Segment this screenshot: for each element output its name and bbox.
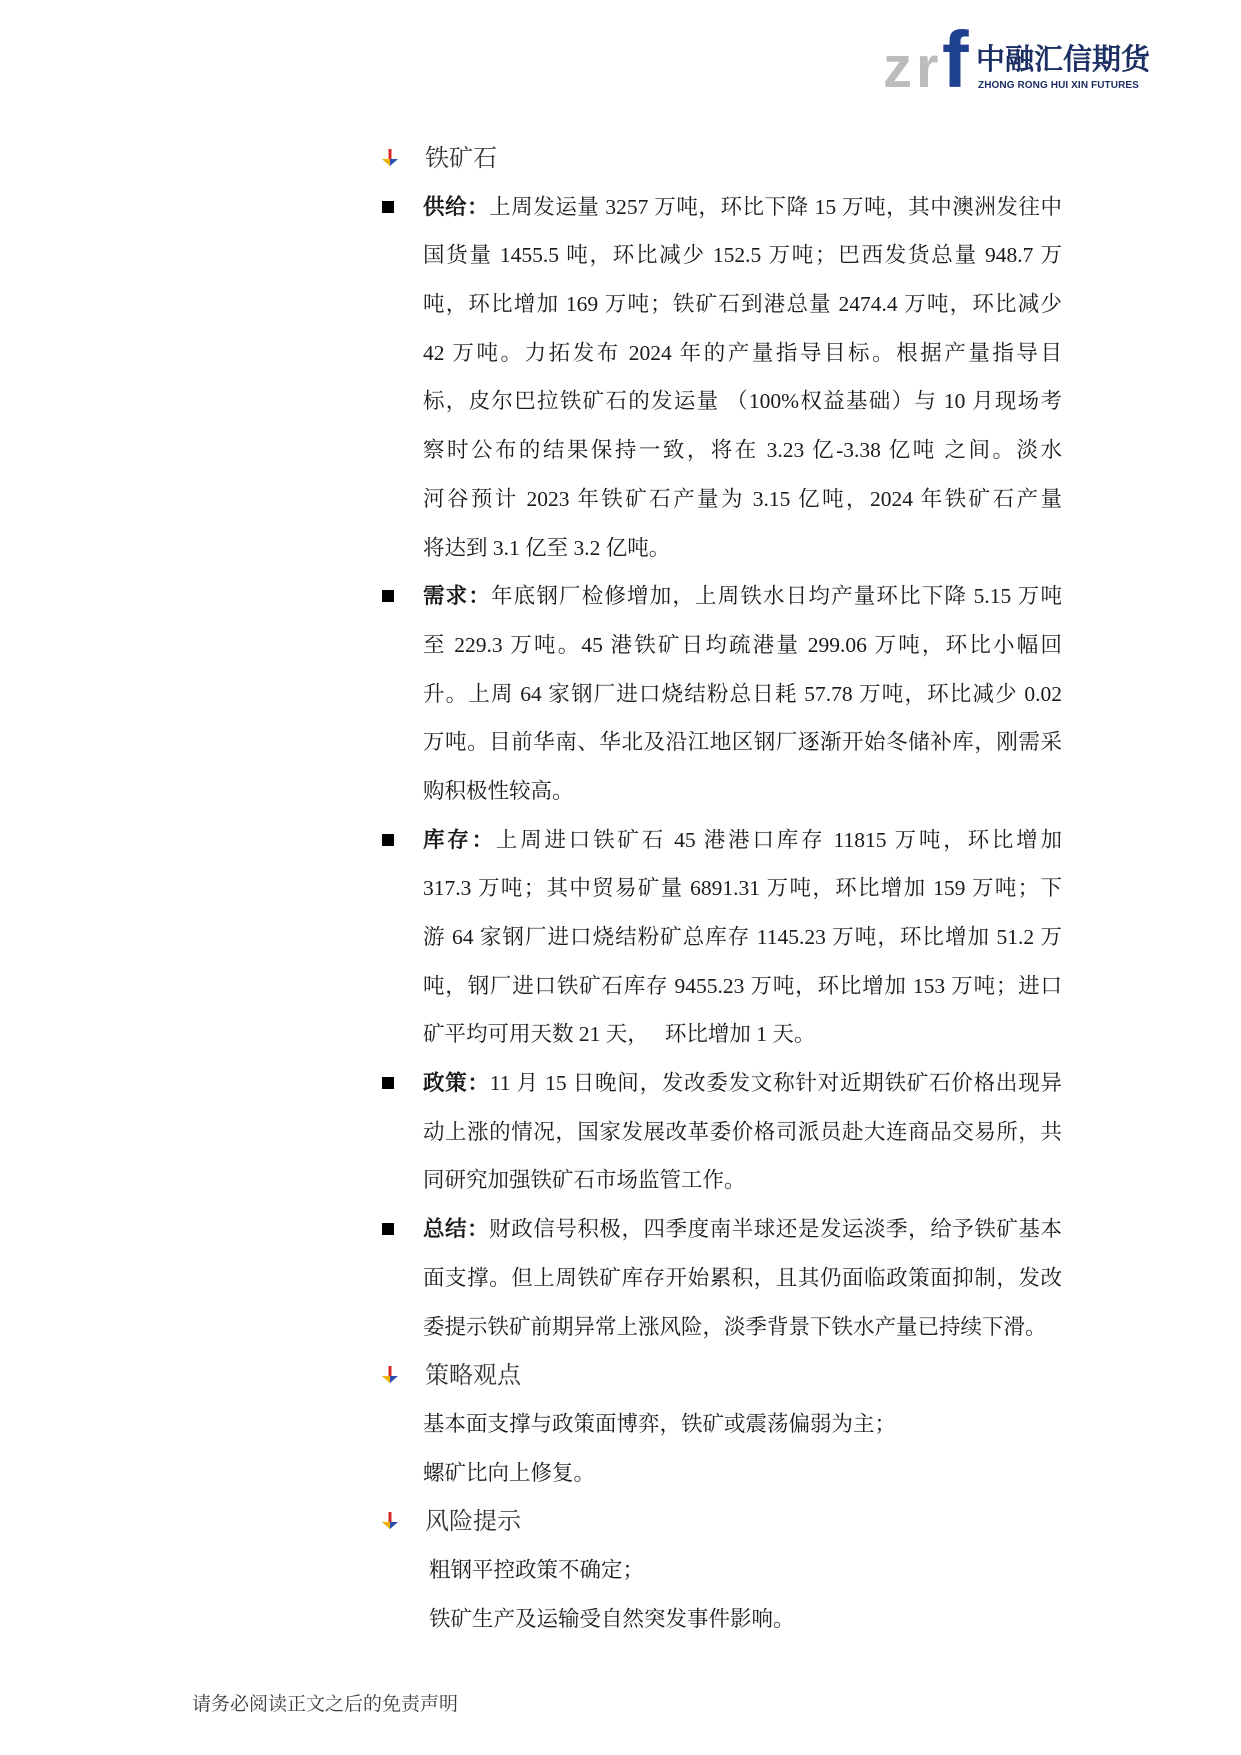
paragraph-line: 动上涨的情况，国家发展改革委价格司派员赴大连商品交易所，共 [423,1119,1062,1144]
paragraph-line: 升。上周 64 家钢厂进口烧结粉总日耗 57.78 万吨，环比减少 0.02 [423,681,1062,706]
paragraph-line: 购积极性较高。 [423,778,574,803]
paragraph-line: 至 229.3 万吨。45 港铁矿日均疏港量 299.06 万吨，环比小幅回 [423,632,1062,657]
paragraph-line: 吨，钢厂进口铁矿石库存 9455.23 万吨，环比增加 153 万吨；进口 [423,973,1062,998]
paragraph-line: 国货量 1455.5 吨，环比减少 152.5 万吨；巴西发货总量 948.7 万 [423,243,1062,268]
paragraph-line: 万吨。目前华南、华北及沿江地区钢厂逐渐开始冬储补库，刚需采 [423,730,1062,755]
paragraph-text: 年底钢厂检修增加，上周铁水日均产量环比下降 5.15 万吨 [491,584,1062,609]
item-label: 政策： [423,1071,490,1096]
paragraph-text: 上周发运量 3257 万吨，环比下降 15 万吨，其中澳洲发往中 [489,194,1062,219]
item-label: 需求： [423,584,492,609]
paragraph-line [423,1205,1062,1254]
paragraph-line [423,183,1062,232]
item-label: 库存： [423,827,496,852]
paragraph-line [423,816,1062,865]
paragraph-line: 委提示铁矿前期异常上涨风险，淡季背景下铁水产量已持续下滑。 [423,1314,1047,1339]
section-risk [0,1497,1241,1643]
section-heading: 风险提示 [425,1507,521,1536]
section-heading-row [423,134,1062,183]
item-label: 总结： [423,1217,490,1242]
paragraph-line [423,1059,1062,1108]
section-iron-ore [0,134,1241,1351]
paragraph-line: 标，皮尔巴拉铁矿石的发运量 （100%权益基础）与 10 月现场考 [423,389,1062,414]
item-supply [0,183,1241,573]
arrow-bullet-icon [380,1365,400,1385]
paragraph-line: 察时公布的结果保持一致，将在 3.23 亿-3.38 亿吨 之间。淡水 [423,438,1062,463]
footer-disclaimer: 请务必阅读正文之后的免责声明 [192,1694,459,1715]
risk-line: 铁矿生产及运输受自然突发事件影响。 [429,1606,795,1631]
arrow-bullet-icon [380,1511,400,1531]
paragraph-line: 将达到 3.1 亿至 3.2 亿吨。 [423,535,671,560]
paragraph-line [423,572,1062,621]
paragraph-line: 河谷预计 2023 年铁矿石产量为 3.15 亿吨，2024 年铁矿石产量 [423,486,1062,511]
item-policy [0,1059,1241,1205]
section-heading-row [423,1497,1062,1546]
strategy-line: 螺矿比向上修复。 [423,1460,596,1485]
paragraph-line: 同研究加强铁矿石市场监管工作。 [423,1168,746,1193]
item-demand [0,572,1241,815]
square-bullet-icon [382,1077,394,1089]
square-bullet-icon [382,590,394,602]
square-bullet-icon [382,834,394,846]
strategy-line: 基本面支撑与政策面博弈，铁矿或震荡偏弱为主； [423,1411,897,1436]
item-label: 供给： [423,194,490,219]
square-bullet-icon [382,201,394,213]
paragraph-line: 面支撑。但上周铁矿库存开始累积，且其仍面临政策面抑制，发改 [423,1265,1062,1290]
section-heading-row [423,1351,1062,1400]
paragraph-line: 317.3 万吨；其中贸易矿量 6891.31 万吨，环比增加 159 万吨；下 [423,876,1062,901]
logo-mark-zr: zr [883,35,943,100]
report-body [0,134,1241,1643]
square-bullet-icon [382,1223,394,1235]
section-heading: 策略观点 [425,1361,521,1390]
arrow-bullet-icon [380,148,400,168]
paragraph-line: 游 64 家钢厂进口烧结粉矿总库存 1145.23 万吨，环比增加 51.2 万 [423,925,1062,949]
paragraph-line: 矿平均可用天数 21 天， 环比增加 1 天。 [423,1022,816,1047]
item-inventory [0,816,1241,1059]
paragraph-line: 42 万吨。力拓发布 2024 年的产量指导目标。根据产量指导目 [423,340,1062,365]
section-strategy [0,1351,1241,1497]
paragraph-text: 财政信号积极，四季度南半球还是发运淡季，给予铁矿基本 [489,1217,1062,1242]
item-summary [0,1205,1241,1351]
paragraph-line: 吨，环比增加 169 万吨；铁矿石到港总量 2474.4 万吨，环比减少 [423,292,1062,317]
paragraph-text: 11 月 15 日晚间，发改委发文称针对近期铁矿石价格出现异 [489,1071,1062,1096]
logo-name-en: ZHONG RONG HUI XIN FUTURES [978,80,1139,91]
logo-mark-f: f [942,15,969,104]
company-logo [0,0,1241,110]
logo-name-cn: 中融汇信期货 [976,42,1151,76]
paragraph-text: 上周进口铁矿石 45 港港口库存 11815 万吨，环比增加 [495,827,1062,852]
risk-line: 粗钢平控政策不确定； [429,1557,645,1582]
section-heading: 铁矿石 [425,144,497,172]
